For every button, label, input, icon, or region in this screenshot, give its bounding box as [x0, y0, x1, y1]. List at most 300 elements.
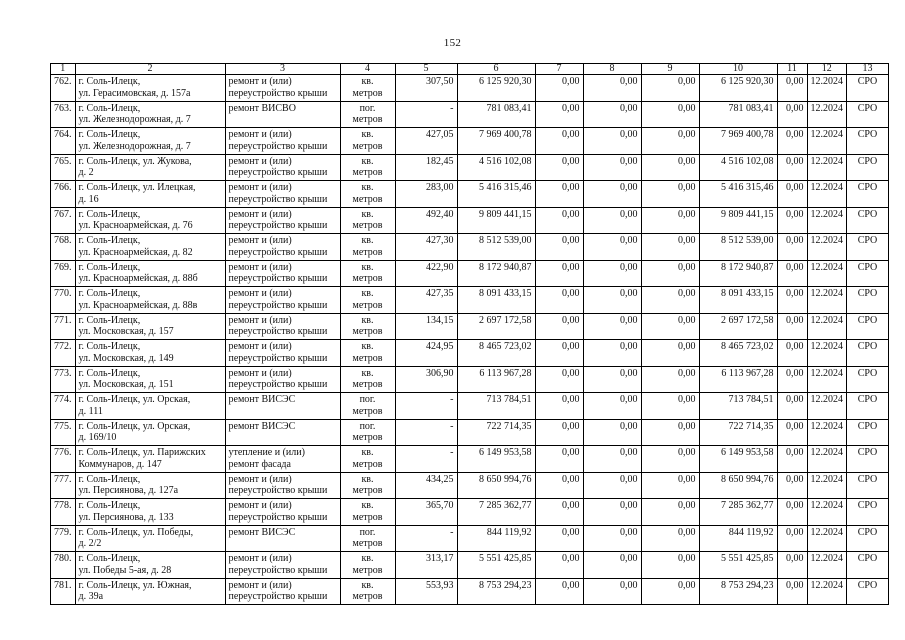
method-cell: СРО	[847, 340, 889, 367]
method-cell: СРО	[847, 552, 889, 579]
deadline-cell: 12.2024	[807, 128, 847, 155]
address-cell	[75, 313, 225, 340]
deadline-cell: 12.2024	[807, 340, 847, 367]
address-line: д. 2/2	[78, 538, 102, 549]
address-line: г. Соль-Илецк, ул. Орская,	[78, 420, 191, 432]
cost-cell-8: 0,00	[583, 419, 641, 446]
address-line: г. Соль-Илецк,	[78, 553, 141, 564]
cost-cell-8: 0,00	[583, 234, 641, 261]
cost-cell-9: 0,00	[641, 128, 699, 155]
work-type-line: ремонт и (или)	[228, 500, 292, 511]
cost-cell-11: 0,00	[777, 578, 807, 605]
row-number: 776.	[51, 446, 76, 473]
cost-cell-7: 0,00	[535, 419, 583, 446]
cost-cell-9: 0,00	[641, 340, 699, 367]
work-type-line: переустройство крыши	[228, 246, 328, 258]
address-line: Коммунаров, д. 147	[78, 458, 162, 470]
cost-cell-9: 0,00	[641, 366, 699, 393]
column-header: 3	[225, 64, 340, 75]
cost-cell-11: 0,00	[777, 499, 807, 526]
unit-cell	[340, 446, 395, 473]
cost-cell-8: 0,00	[583, 578, 641, 605]
volume-cell: 182,45	[395, 154, 457, 181]
work-type-cell	[225, 234, 340, 261]
unit-line: метров	[352, 432, 383, 443]
deadline-cell: 12.2024	[807, 287, 847, 314]
cost-cell-11: 0,00	[777, 260, 807, 287]
volume-cell: 422,90	[395, 260, 457, 287]
row-number: 772.	[51, 340, 76, 367]
cost-cell-9: 0,00	[641, 419, 699, 446]
cost-cell-10: 713 784,51	[699, 393, 777, 420]
cost-cell-10: 2 697 172,58	[699, 313, 777, 340]
work-type-line: переустройство крыши	[228, 140, 328, 152]
unit-line: метров	[352, 591, 383, 602]
deadline-cell: 12.2024	[807, 366, 847, 393]
column-header: 1	[51, 64, 76, 75]
column-header: 6	[457, 64, 535, 75]
row-number: 781.	[51, 578, 76, 605]
unit-cell	[340, 552, 395, 579]
cost-cell-8: 0,00	[583, 128, 641, 155]
total-cost-cell: 8 172 940,87	[457, 260, 535, 287]
table-row	[51, 207, 889, 234]
address-line: г. Соль-Илецк, ул. Парижских	[78, 447, 206, 458]
work-type-cell	[225, 366, 340, 393]
address-line: г. Соль-Илецк,	[78, 473, 141, 485]
cost-cell-7: 0,00	[535, 154, 583, 181]
work-type-line: ремонт и (или)	[228, 76, 292, 87]
unit-cell	[340, 181, 395, 208]
cost-cell-11: 0,00	[777, 154, 807, 181]
unit-line: метров	[352, 114, 383, 125]
work-type-cell	[225, 101, 340, 128]
row-number: 768.	[51, 234, 76, 261]
unit-line: кв.	[361, 208, 374, 220]
unit-line: кв.	[361, 261, 374, 273]
table-row	[51, 128, 889, 155]
unit-line: метров	[352, 538, 383, 549]
volume-cell: 134,15	[395, 313, 457, 340]
cost-cell-9: 0,00	[641, 207, 699, 234]
address-line: ул. Железнодорожная, д. 7	[78, 114, 191, 125]
unit-line: кв.	[361, 447, 374, 458]
deadline-cell: 12.2024	[807, 154, 847, 181]
cost-cell-7: 0,00	[535, 234, 583, 261]
method-cell: СРО	[847, 446, 889, 473]
work-type-cell	[225, 154, 340, 181]
cost-cell-8: 0,00	[583, 552, 641, 579]
address-line: г. Соль-Илецк,	[78, 500, 141, 511]
work-type-line: переустройство крыши	[228, 193, 328, 205]
volume-cell: 553,93	[395, 578, 457, 605]
unit-line: метров	[352, 326, 383, 337]
address-line: г. Соль-Илецк, ул. Илецкая,	[78, 182, 196, 193]
work-type-line: переустройство крыши	[228, 87, 328, 99]
address-line: г. Соль-Илецк, ул. Южная,	[78, 579, 192, 591]
method-cell: СРО	[847, 472, 889, 499]
total-cost-cell: 6 125 920,30	[457, 75, 535, 102]
work-type-line: ремонт и (или)	[228, 553, 292, 564]
unit-cell	[340, 101, 395, 128]
deadline-cell: 12.2024	[807, 578, 847, 605]
volume-cell: 307,50	[395, 75, 457, 102]
total-cost-cell: 7 285 362,77	[457, 499, 535, 526]
address-line: ул. Красноармейская, д. 88б	[78, 273, 198, 284]
work-type-line: ремонт и (или)	[228, 288, 292, 299]
unit-cell	[340, 234, 395, 261]
address-line: г. Соль-Илецк,	[78, 341, 141, 352]
cost-cell-9: 0,00	[641, 234, 699, 261]
unit-line: метров	[352, 379, 383, 390]
column-header: 13	[847, 64, 889, 75]
row-number: 766.	[51, 181, 76, 208]
cost-cell-11: 0,00	[777, 419, 807, 446]
unit-line: метров	[352, 564, 383, 576]
unit-line: кв.	[361, 182, 374, 193]
cost-cell-8: 0,00	[583, 525, 641, 552]
cost-cell-9: 0,00	[641, 552, 699, 579]
cost-cell-11: 0,00	[777, 472, 807, 499]
address-line: ул. Персиянова, д. 127а	[78, 485, 179, 496]
deadline-cell: 12.2024	[807, 234, 847, 261]
cost-cell-8: 0,00	[583, 499, 641, 526]
row-number: 774.	[51, 393, 76, 420]
cost-cell-11: 0,00	[777, 181, 807, 208]
unit-cell	[340, 472, 395, 499]
unit-line: метров	[352, 405, 383, 417]
cost-cell-10: 9 809 441,15	[699, 207, 777, 234]
row-number: 767.	[51, 207, 76, 234]
address-line: г. Соль-Илецк,	[78, 261, 141, 273]
address-cell	[75, 578, 225, 605]
cost-cell-7: 0,00	[535, 313, 583, 340]
total-cost-cell: 722 714,35	[457, 419, 535, 446]
address-line: г. Соль-Илецк,	[78, 208, 141, 220]
address-cell	[75, 366, 225, 393]
unit-line: кв.	[361, 235, 374, 246]
total-cost-cell: 6 149 953,58	[457, 446, 535, 473]
work-type-line: ремонт ВИСЭС	[228, 526, 296, 538]
cost-cell-8: 0,00	[583, 75, 641, 102]
volume-cell: 492,40	[395, 207, 457, 234]
address-line: г. Соль-Илецк, ул. Победы,	[78, 526, 194, 538]
total-cost-cell: 781 083,41	[457, 101, 535, 128]
cost-cell-9: 0,00	[641, 578, 699, 605]
address-line: ул. Герасимовская, д. 157а	[78, 87, 191, 99]
work-type-line: ремонт и (или)	[228, 367, 292, 379]
address-cell	[75, 75, 225, 102]
cost-cell-7: 0,00	[535, 552, 583, 579]
cost-cell-9: 0,00	[641, 154, 699, 181]
method-cell: СРО	[847, 313, 889, 340]
cost-cell-9: 0,00	[641, 101, 699, 128]
table-row	[51, 234, 889, 261]
cost-cell-11: 0,00	[777, 366, 807, 393]
address-cell	[75, 393, 225, 420]
table-row	[51, 499, 889, 526]
table-row	[51, 101, 889, 128]
volume-cell: 365,70	[395, 499, 457, 526]
volume-cell: 427,30	[395, 234, 457, 261]
method-cell: СРО	[847, 207, 889, 234]
table-row	[51, 260, 889, 287]
unit-cell	[340, 75, 395, 102]
cost-cell-10: 7 285 362,77	[699, 499, 777, 526]
volume-cell: 427,35	[395, 287, 457, 314]
column-header: 10	[699, 64, 777, 75]
cost-cell-8: 0,00	[583, 207, 641, 234]
deadline-cell: 12.2024	[807, 499, 847, 526]
volume-cell: 283,00	[395, 181, 457, 208]
work-type-cell	[225, 340, 340, 367]
work-type-cell	[225, 287, 340, 314]
work-type-cell	[225, 313, 340, 340]
table-row	[51, 75, 889, 102]
address-cell	[75, 340, 225, 367]
total-cost-cell: 844 119,92	[457, 525, 535, 552]
unit-line: метров	[352, 458, 383, 470]
cost-cell-10: 8 512 539,00	[699, 234, 777, 261]
address-line: г. Соль-Илецк, ул. Орская,	[78, 394, 191, 405]
address-cell	[75, 446, 225, 473]
cost-cell-8: 0,00	[583, 340, 641, 367]
table-row	[51, 366, 889, 393]
cost-cell-7: 0,00	[535, 499, 583, 526]
cost-cell-9: 0,00	[641, 472, 699, 499]
table-row	[51, 340, 889, 367]
total-cost-cell: 713 784,51	[457, 393, 535, 420]
cost-cell-7: 0,00	[535, 525, 583, 552]
address-line: г. Соль-Илецк,	[78, 102, 141, 114]
address-cell	[75, 525, 225, 552]
unit-cell	[340, 578, 395, 605]
cost-cell-10: 6 149 953,58	[699, 446, 777, 473]
total-cost-cell: 7 969 400,78	[457, 128, 535, 155]
method-cell: СРО	[847, 234, 889, 261]
unit-cell	[340, 419, 395, 446]
address-cell	[75, 260, 225, 287]
total-cost-cell: 8 650 994,76	[457, 472, 535, 499]
cost-cell-7: 0,00	[535, 472, 583, 499]
cost-cell-9: 0,00	[641, 525, 699, 552]
row-number: 773.	[51, 366, 76, 393]
address-cell	[75, 552, 225, 579]
table-row	[51, 313, 889, 340]
work-type-line: ремонт ВИСЭС	[228, 420, 296, 432]
unit-line: метров	[352, 352, 383, 364]
unit-cell	[340, 128, 395, 155]
column-number-row	[51, 64, 889, 75]
row-number: 778.	[51, 499, 76, 526]
total-cost-cell: 5 551 425,85	[457, 552, 535, 579]
table-row	[51, 154, 889, 181]
address-line: г. Соль-Илецк,	[78, 288, 141, 299]
address-line: ул. Московская, д. 157	[78, 326, 174, 337]
cost-cell-7: 0,00	[535, 393, 583, 420]
column-header: 12	[807, 64, 847, 75]
total-cost-cell: 4 516 102,08	[457, 154, 535, 181]
work-type-line: ремонт и (или)	[228, 182, 292, 193]
table-row	[51, 472, 889, 499]
total-cost-cell: 9 809 441,15	[457, 207, 535, 234]
cost-cell-8: 0,00	[583, 260, 641, 287]
row-number: 777.	[51, 472, 76, 499]
cost-cell-9: 0,00	[641, 499, 699, 526]
work-type-cell	[225, 446, 340, 473]
column-header: 7	[535, 64, 583, 75]
cost-cell-10: 7 969 400,78	[699, 128, 777, 155]
work-type-line: ремонт ВИСВО	[228, 102, 296, 114]
work-type-line: переустройство крыши	[228, 564, 328, 576]
method-cell: СРО	[847, 154, 889, 181]
unit-line: пог.	[359, 420, 376, 432]
total-cost-cell: 8 465 723,02	[457, 340, 535, 367]
cost-cell-11: 0,00	[777, 128, 807, 155]
page-number: 152	[443, 37, 462, 49]
unit-cell	[340, 313, 395, 340]
deadline-cell: 12.2024	[807, 446, 847, 473]
row-number: 763.	[51, 101, 76, 128]
table-row	[51, 578, 889, 605]
work-type-cell	[225, 181, 340, 208]
cost-cell-11: 0,00	[777, 340, 807, 367]
address-line: ул. Победы 5-ая, д. 28	[78, 564, 172, 576]
work-type-cell	[225, 499, 340, 526]
work-type-cell	[225, 207, 340, 234]
table-row	[51, 552, 889, 579]
table-row	[51, 446, 889, 473]
cost-cell-7: 0,00	[535, 340, 583, 367]
table-body	[51, 75, 889, 605]
unit-line: кв.	[361, 579, 374, 591]
unit-line: метров	[352, 140, 383, 152]
method-cell: СРО	[847, 525, 889, 552]
method-cell: СРО	[847, 287, 889, 314]
cost-cell-8: 0,00	[583, 154, 641, 181]
cost-cell-9: 0,00	[641, 260, 699, 287]
cost-cell-10: 6 125 920,30	[699, 75, 777, 102]
deadline-cell: 12.2024	[807, 260, 847, 287]
address-cell	[75, 419, 225, 446]
deadline-cell: 12.2024	[807, 552, 847, 579]
method-cell: СРО	[847, 578, 889, 605]
address-line: ул. Красноармейская, д. 76	[78, 220, 193, 231]
method-cell: СРО	[847, 366, 889, 393]
work-type-line: ремонт и (или)	[228, 208, 292, 220]
total-cost-cell: 8 753 294,23	[457, 578, 535, 605]
table-row	[51, 525, 889, 552]
work-type-line: ремонт и (или)	[228, 579, 292, 591]
volume-cell: 434,25	[395, 472, 457, 499]
address-line: г. Соль-Илецк,	[78, 314, 141, 326]
address-line: г. Соль-Илецк,	[78, 235, 141, 246]
address-cell	[75, 287, 225, 314]
unit-line: кв.	[361, 367, 374, 379]
total-cost-cell: 2 697 172,58	[457, 313, 535, 340]
address-line: ул. Красноармейская, д. 82	[78, 246, 193, 258]
cost-cell-11: 0,00	[777, 446, 807, 473]
total-cost-cell: 5 416 315,46	[457, 181, 535, 208]
work-type-line: ремонт и (или)	[228, 235, 292, 246]
unit-cell	[340, 207, 395, 234]
address-line: ул. Железнодорожная, д. 7	[78, 140, 191, 152]
volume-cell: -	[395, 419, 457, 446]
unit-cell	[340, 393, 395, 420]
cost-cell-7: 0,00	[535, 366, 583, 393]
unit-cell	[340, 154, 395, 181]
unit-line: метров	[352, 167, 383, 178]
volume-cell: 313,17	[395, 552, 457, 579]
cost-cell-7: 0,00	[535, 101, 583, 128]
unit-line: метров	[352, 485, 383, 496]
work-type-cell	[225, 472, 340, 499]
cost-cell-9: 0,00	[641, 313, 699, 340]
method-cell: СРО	[847, 101, 889, 128]
work-type-line: переустройство крыши	[228, 273, 328, 284]
unit-cell	[340, 525, 395, 552]
address-cell	[75, 499, 225, 526]
work-type-line: ремонт фасада	[228, 458, 291, 470]
table-row	[51, 181, 889, 208]
unit-line: кв.	[361, 553, 374, 564]
address-line: г. Соль-Илецк,	[78, 76, 141, 87]
unit-cell	[340, 499, 395, 526]
cost-cell-11: 0,00	[777, 552, 807, 579]
cost-cell-7: 0,00	[535, 75, 583, 102]
work-type-line: переустройство крыши	[228, 326, 328, 337]
unit-line: метров	[352, 299, 383, 311]
row-number: 770.	[51, 287, 76, 314]
cost-cell-11: 0,00	[777, 525, 807, 552]
cost-cell-10: 781 083,41	[699, 101, 777, 128]
unit-line: пог.	[359, 102, 376, 114]
cost-cell-10: 4 516 102,08	[699, 154, 777, 181]
address-line: д. 169/10	[78, 432, 117, 443]
cost-cell-7: 0,00	[535, 207, 583, 234]
volume-cell: -	[395, 525, 457, 552]
unit-line: кв.	[361, 314, 374, 326]
cost-cell-10: 8 753 294,23	[699, 578, 777, 605]
volume-cell: -	[395, 393, 457, 420]
method-cell: СРО	[847, 128, 889, 155]
deadline-cell: 12.2024	[807, 313, 847, 340]
address-cell	[75, 181, 225, 208]
volume-cell: 306,90	[395, 366, 457, 393]
cost-cell-10: 8 172 940,87	[699, 260, 777, 287]
unit-line: кв.	[361, 129, 374, 140]
work-type-line: переустройство крыши	[228, 299, 328, 311]
work-type-cell	[225, 75, 340, 102]
deadline-cell: 12.2024	[807, 181, 847, 208]
unit-cell	[340, 260, 395, 287]
work-type-line: переустройство крыши	[228, 167, 328, 178]
address-line: ул. Красноармейская, д. 88в	[78, 299, 198, 311]
cost-cell-8: 0,00	[583, 313, 641, 340]
work-type-line: ремонт и (или)	[228, 129, 292, 140]
unit-cell	[340, 366, 395, 393]
cost-cell-10: 8 465 723,02	[699, 340, 777, 367]
unit-line: кв.	[361, 473, 374, 485]
cost-cell-9: 0,00	[641, 393, 699, 420]
cost-cell-7: 0,00	[535, 128, 583, 155]
work-type-cell	[225, 578, 340, 605]
table-row	[51, 419, 889, 446]
unit-cell	[340, 287, 395, 314]
method-cell: СРО	[847, 393, 889, 420]
row-number: 769.	[51, 260, 76, 287]
cost-cell-8: 0,00	[583, 287, 641, 314]
